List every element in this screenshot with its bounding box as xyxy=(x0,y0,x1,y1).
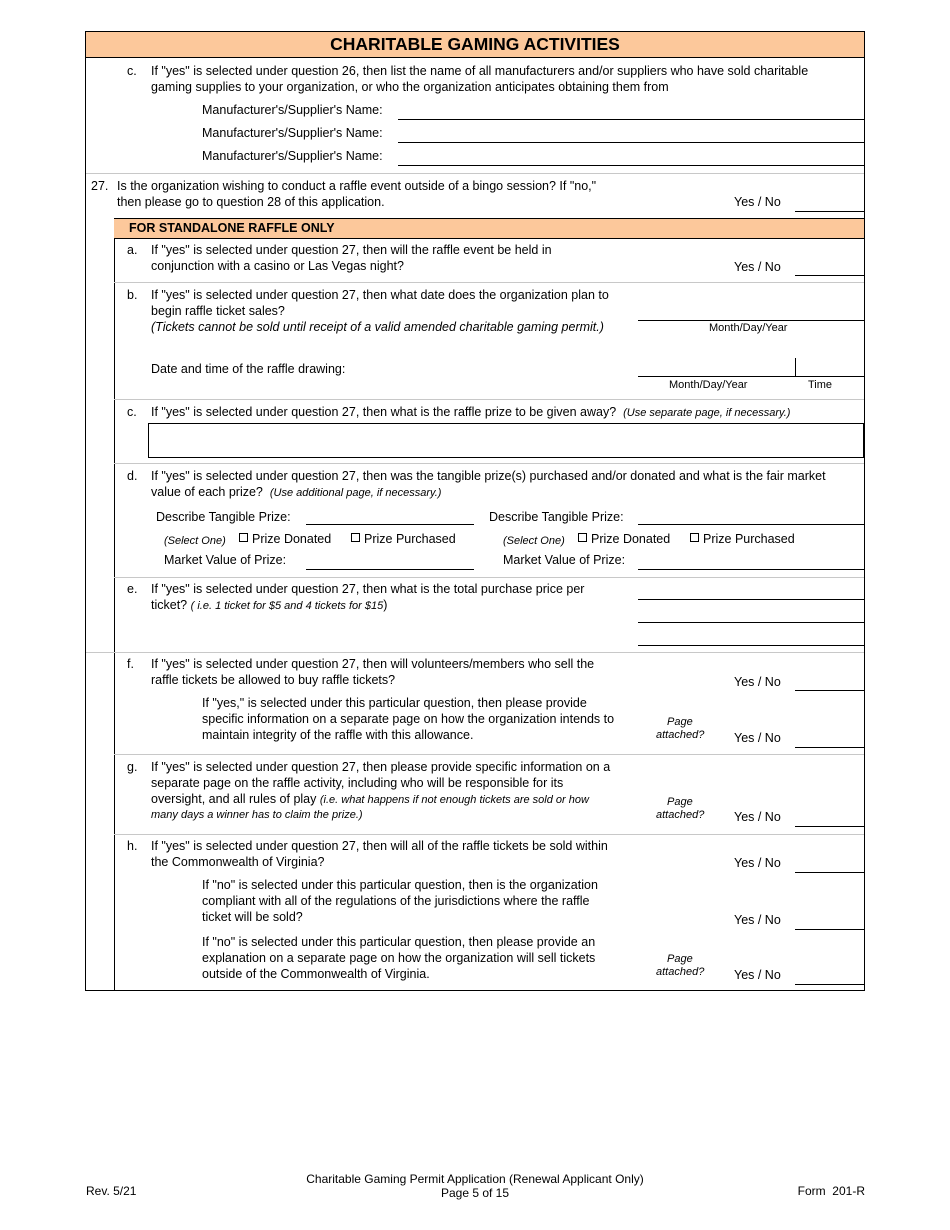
revision-label: Rev. 5/21 xyxy=(86,1184,137,1198)
question-text xyxy=(151,791,589,808)
question-text: then please go to question 28 of this application. xyxy=(117,195,385,209)
question-letter: c. xyxy=(127,64,137,78)
question-text: raffle tickets be allowed to buy raffle tickets? xyxy=(151,673,396,687)
section-header: CHARITABLE GAMING ACTIVITIES xyxy=(86,32,864,58)
divider xyxy=(86,173,864,174)
supplier-name-field-3[interactable] xyxy=(398,165,864,166)
question-note: (Use separate page, if necessary.) xyxy=(623,407,791,419)
question-text: If "no" is selected under this particular question, then please provide an xyxy=(202,935,596,949)
question-text: begin raffle ticket sales? xyxy=(151,304,285,318)
question-text: outside of the Commonwealth of Virginia. xyxy=(202,967,430,981)
divider xyxy=(114,218,115,990)
question-text xyxy=(151,484,441,501)
question-text: If "yes" is selected under question 27, then will the raffle event be held in xyxy=(151,243,552,257)
question-text: Date and time of the raffle drawing: xyxy=(151,362,346,376)
question-note: (i.e. what happens if not enough tickets are sold or how xyxy=(319,794,589,806)
question-letter: a. xyxy=(127,243,138,257)
field-label: Manufacturer's/Supplier's Name: xyxy=(202,126,383,140)
question-text: explanation on a separate page on how the organization will sell tickets xyxy=(202,951,596,965)
qa-answer-field[interactable] xyxy=(795,275,864,276)
question-number: 27. xyxy=(91,179,109,193)
question-text: If "yes" is selected under question 27, then will volunteers/members who sell the xyxy=(151,657,595,671)
question-letter: c. xyxy=(127,405,137,419)
prize-donated-option-2[interactable] xyxy=(578,531,670,547)
qh-page-attached-field[interactable] xyxy=(795,984,864,985)
divider xyxy=(114,754,864,755)
field-label: Describe Tangible Prize: xyxy=(489,510,624,524)
supplier-name-field-2[interactable] xyxy=(398,142,864,143)
question-text: Is the organization wishing to conduct a raffle event outside of a bingo session? If "no," xyxy=(117,179,597,193)
checkbox-icon xyxy=(351,533,360,542)
question-text: maintain integrity of the raffle with this allowance. xyxy=(202,728,474,742)
question-text: If "no" is selected under this particular question, then is the organization xyxy=(202,878,598,892)
question-text: If "yes" is selected under question 27, then please provide specific information on a xyxy=(151,760,611,774)
field-label: Describe Tangible Prize: xyxy=(156,510,291,524)
option-label: Prize Donated xyxy=(591,532,671,546)
option-label: Prize Purchased xyxy=(703,532,795,546)
question-text xyxy=(151,404,790,421)
page-attached-label: attached? xyxy=(656,809,705,821)
prize-purchased-option-1[interactable] xyxy=(351,531,456,547)
divider xyxy=(114,399,864,400)
divider xyxy=(114,577,864,578)
page-attached-label: attached? xyxy=(656,729,705,741)
page-attached-label: Page xyxy=(667,796,693,808)
question-note: (Use additional page, if necessary.) xyxy=(269,487,442,499)
field-label: Manufacturer's/Supplier's Name: xyxy=(202,103,383,117)
prize-donated-option-1[interactable] xyxy=(239,531,331,547)
tangible-prize-field-2[interactable] xyxy=(638,524,864,525)
question-main: oversight, and all rules of play xyxy=(151,792,317,806)
question-text xyxy=(151,597,387,614)
question-text: If "yes" is selected under question 27, then was the tangible prize(s) purchased and/or donated and what is the fair market xyxy=(151,469,826,483)
checkbox-icon xyxy=(690,533,699,542)
ticket-price-field-3[interactable] xyxy=(638,645,864,646)
divider xyxy=(86,652,864,653)
date-caption: Month/Day/Year xyxy=(669,379,748,391)
question-text: specific information on a separate page on how the organization intends to xyxy=(202,712,615,726)
question-text: separate page on the raffle activity, including who will be responsible for its xyxy=(151,776,564,790)
field-label: Manufacturer's/Supplier's Name: xyxy=(202,149,383,163)
question-main: value of each prize? xyxy=(151,485,263,499)
prize-purchased-option-2[interactable] xyxy=(690,531,795,547)
qh-answer-field[interactable] xyxy=(795,872,864,873)
yes-no-label: Yes / No xyxy=(734,968,781,982)
select-one-label: (Select One) xyxy=(164,535,226,547)
divider xyxy=(114,282,864,283)
tangible-prize-field-1[interactable] xyxy=(306,524,474,525)
date-caption: Month/Day/Year xyxy=(709,322,788,334)
yes-no-label: Yes / No xyxy=(734,856,781,870)
qg-page-attached-field[interactable] xyxy=(795,826,864,827)
question-note-close: ) xyxy=(383,598,388,612)
question-note: many days a winner has to claim the prize.) xyxy=(151,809,363,821)
yes-no-label: Yes / No xyxy=(734,810,781,824)
qh-compliance-field[interactable] xyxy=(795,929,864,930)
question-letter: f. xyxy=(127,657,134,671)
ticket-price-field-1[interactable] xyxy=(638,599,864,600)
page-attached-label: Page xyxy=(667,716,693,728)
question-note: ( i.e. 1 ticket for $5 and 4 tickets for $15 xyxy=(190,600,384,612)
question-text: conjunction with a casino or Las Vegas night? xyxy=(151,259,404,273)
footer-title: Charitable Gaming Permit Application (Renewal Applicant Only) xyxy=(306,1172,644,1186)
question-note: (Tickets cannot be sold until receipt of a valid amended charitable gaming permit.) xyxy=(151,320,604,334)
checkbox-icon xyxy=(239,533,248,542)
form-number: Form 201-R xyxy=(797,1184,865,1198)
question-text: ticket will be sold? xyxy=(202,910,303,924)
question-text: If "yes" is selected under question 27, then will all of the raffle tickets be sold within xyxy=(151,839,608,853)
question-text: the Commonwealth of Virginia? xyxy=(151,855,325,869)
divider xyxy=(114,834,864,835)
question-letter: e. xyxy=(127,582,138,596)
time-caption: Time xyxy=(808,379,833,391)
ticket-price-field-2[interactable] xyxy=(638,622,864,623)
question-text: If "yes" is selected under question 26, then list the name of all manufacturers and/or suppliers who have sold charitable xyxy=(151,64,809,78)
subsection-header xyxy=(114,218,864,239)
qf-page-attached-field[interactable] xyxy=(795,747,864,748)
question-text: If "yes" is selected under question 27, then what is the total purchase price per xyxy=(151,582,585,596)
question-letter: g. xyxy=(127,760,138,774)
yes-no-label: Yes / No xyxy=(734,675,781,689)
yes-no-label: Yes / No xyxy=(734,913,781,927)
question-main: ticket? xyxy=(151,598,188,612)
form-section xyxy=(85,31,865,991)
yes-no-label: Yes / No xyxy=(734,260,781,274)
page-attached-label: attached? xyxy=(656,966,705,978)
question-letter: d. xyxy=(127,469,138,483)
market-value-field-1[interactable] xyxy=(306,569,474,570)
yes-no-label: Yes / No xyxy=(734,731,781,745)
qf-answer-field[interactable] xyxy=(795,690,864,691)
supplier-name-field-1[interactable] xyxy=(398,119,864,120)
divider xyxy=(795,358,796,377)
question-text: compliant with all of the regulations of the jurisdictions where the raffle xyxy=(202,894,590,908)
field-label: Market Value of Prize: xyxy=(503,553,626,567)
question-text: gaming supplies to your organization, or who the organization anticipates obtaining them from xyxy=(151,80,669,94)
question-text: If "yes" is selected under question 27, then what date does the organization plan to xyxy=(151,288,609,302)
option-label: Prize Donated xyxy=(252,532,332,546)
question-letter: h. xyxy=(127,839,138,853)
page-attached-label: Page xyxy=(667,953,693,965)
raffle-prize-input[interactable] xyxy=(148,423,864,458)
select-one-label: (Select One) xyxy=(503,535,565,547)
field-label: Market Value of Prize: xyxy=(164,553,287,567)
question-text: If "yes," is selected under this particular question, then please provide xyxy=(202,696,587,710)
question-main: If "yes" is selected under question 27, then what is the raffle prize to be given away? xyxy=(151,405,617,419)
question-letter: b. xyxy=(127,288,138,302)
market-value-field-2[interactable] xyxy=(638,569,864,570)
q27-answer-field[interactable] xyxy=(795,211,864,212)
yes-no-label: Yes / No xyxy=(734,195,781,209)
page-number: Page 5 of 15 xyxy=(440,1186,510,1200)
checkbox-icon xyxy=(578,533,587,542)
subsection-title: FOR STANDALONE RAFFLE ONLY xyxy=(129,221,335,235)
divider xyxy=(114,463,864,464)
option-label: Prize Purchased xyxy=(364,532,456,546)
